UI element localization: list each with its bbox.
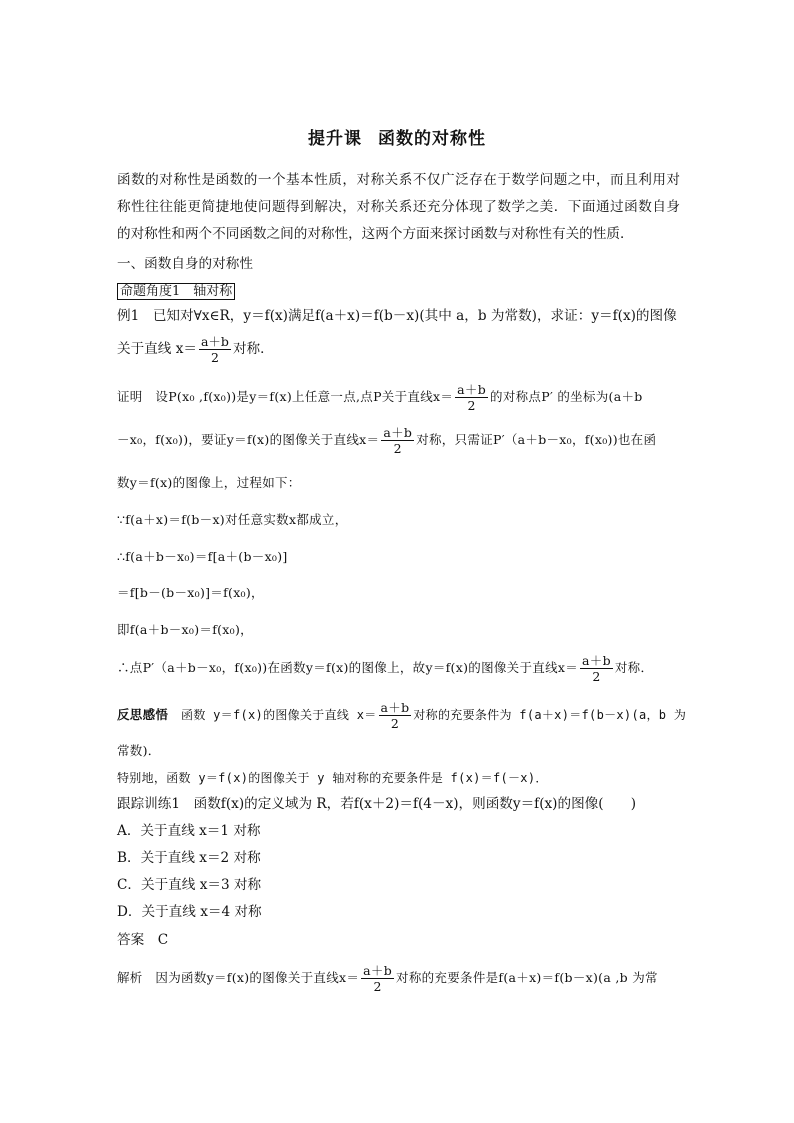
answer-label: 答案 — [117, 932, 145, 948]
intro-line-3: 的对称性和两个不同函数之间的对称性，这两个方面来探讨函数与对称性有关的性质． — [117, 226, 634, 242]
option-b: B．关于直线 x＝2 对称 — [117, 850, 261, 866]
reflect-text-1-post: 对称的充要条件为 f(a＋x)＝f(b－x)(a，b 为 — [413, 708, 687, 722]
analysis-line — [117, 963, 680, 994]
training-text: 函数f(x)的定义域为 R，若f(x＋2)＝f(4－x)，则函数y＝f(x)的图像( ) — [193, 796, 637, 812]
fraction-numerator: a＋b — [380, 700, 410, 715]
answer-line — [117, 931, 680, 949]
example-line-2 — [117, 334, 680, 365]
proof-text-1-pre: 设P(x₀ ,f(x₀))是y＝f(x)上任意一点,点P关于直线x＝ — [155, 389, 454, 404]
fraction-a-plus-b-over-2 — [580, 653, 613, 684]
topic-box: 命题角度1 轴对称 — [117, 283, 235, 300]
fraction-denominator: 2 — [592, 669, 601, 684]
proof-line-8 — [117, 653, 680, 684]
proof-line-2 — [117, 425, 680, 456]
analysis-label: 解析 — [117, 970, 143, 985]
fraction-a-plus-b-over-2 — [199, 334, 231, 365]
proof-line-5: ∴f(a＋b－x₀)＝f[a＋(b－x₀)] — [117, 549, 288, 564]
fraction-denominator: 2 — [390, 716, 400, 731]
fraction-a-plus-b-over-2 — [379, 700, 412, 731]
analysis-text-pre: 因为函数y＝f(x)的图像关于直线x＝ — [155, 970, 360, 985]
example-line-1 — [117, 307, 680, 325]
fraction-numerator: a＋b — [200, 334, 229, 349]
example-text-1: 已知对∀x∈R，y＝f(x)满足f(a＋x)＝f(b－x)(其中 a，b 为常数)，求证：y＝f(x)的图像 — [152, 308, 677, 324]
title-main: 提升课 — [308, 129, 362, 149]
fraction-a-plus-b-over-2 — [361, 963, 394, 994]
fraction-denominator: 2 — [393, 441, 402, 456]
title-sub: 函数的对称性 — [378, 129, 486, 149]
proof-text-8-pre: ∴点P′（a＋b－x₀，f(x₀))在函数y＝f(x)的图像上，故y＝f(x)的图像关于直线x＝ — [117, 660, 579, 675]
intro-line-1: 函数的对称性是函数的一个基本性质，对称关系不仅广泛存在于数学问题之中，而且利用对 — [117, 172, 680, 188]
page-title — [0, 124, 794, 149]
fraction-denominator: 2 — [467, 398, 476, 413]
proof-line-3: 数y＝f(x)的图像上，过程如下： — [117, 475, 301, 490]
intro-line-2: 称性往往能更简捷地使问题得到解决，对称关系还充分体现了数学之美．下面通过函数自身 — [117, 199, 680, 215]
proof-line-7: 即f(a＋b－x₀)＝f(x₀)， — [117, 622, 253, 637]
proof-text-2-pre: －x₀，f(x₀))，要证y＝f(x)的图像关于直线x＝ — [117, 432, 380, 447]
fraction-numerator: a＋b — [582, 653, 611, 668]
fraction-denominator: 2 — [210, 350, 219, 365]
fraction-denominator: 2 — [373, 979, 382, 994]
topic-label — [117, 282, 680, 301]
analysis-text-post: 对称的充要条件是f(a＋x)＝f(b－x)(a ,b 为常 — [396, 970, 658, 985]
proof-line-1 — [117, 382, 680, 413]
training-line — [117, 795, 680, 813]
option-d: D．关于直线 x＝4 对称 — [117, 904, 262, 920]
proof-label: 证明 — [117, 389, 143, 404]
option-c: C．关于直线 x＝3 对称 — [117, 877, 262, 893]
proof-text-1-post: 的对称点P′ 的坐标为(a＋b — [490, 389, 643, 404]
fraction-numerator: a＋b — [457, 382, 487, 397]
training-label: 跟踪训练1 — [117, 796, 181, 812]
proof-text-2-post: 对称，只需证P′（a＋b－x₀，f(x₀))也在函 — [416, 432, 657, 447]
reflect-line-1 — [117, 700, 687, 731]
example-text-2-post: 对称． — [232, 341, 274, 357]
proof-line-4: ∵f(a＋x)＝f(b－x)对任意实数x都成立， — [117, 512, 348, 527]
fraction-numerator: a＋b — [363, 963, 393, 978]
example-label: 例1 — [117, 308, 140, 324]
reflect-line-2: 常数)． — [117, 743, 161, 758]
reflect-text-1-pre: 函数 y＝f(x)的图像关于直线 x＝ — [181, 708, 377, 722]
option-a: A．关于直线 x＝1 对称 — [117, 823, 261, 839]
fraction-numerator: a＋b — [383, 425, 413, 440]
proof-line-6: ＝f[b－(b－x₀)]＝f(x₀)， — [117, 585, 264, 600]
example-text-2-pre: 关于直线 x＝ — [117, 341, 197, 357]
section-heading: 一、函数自身的对称性 — [117, 256, 253, 272]
proof-text-8-post: 对称． — [614, 660, 654, 675]
answer-value: C — [157, 932, 169, 948]
fraction-a-plus-b-over-2 — [381, 425, 414, 456]
reflect-label: 反思感悟 — [117, 707, 169, 722]
reflect-line-3: 特别地，函数 y＝f(x)的图像关于 y 轴对称的充要条件是 f(x)＝f(－x)． — [117, 771, 548, 785]
fraction-a-plus-b-over-2 — [455, 382, 488, 413]
